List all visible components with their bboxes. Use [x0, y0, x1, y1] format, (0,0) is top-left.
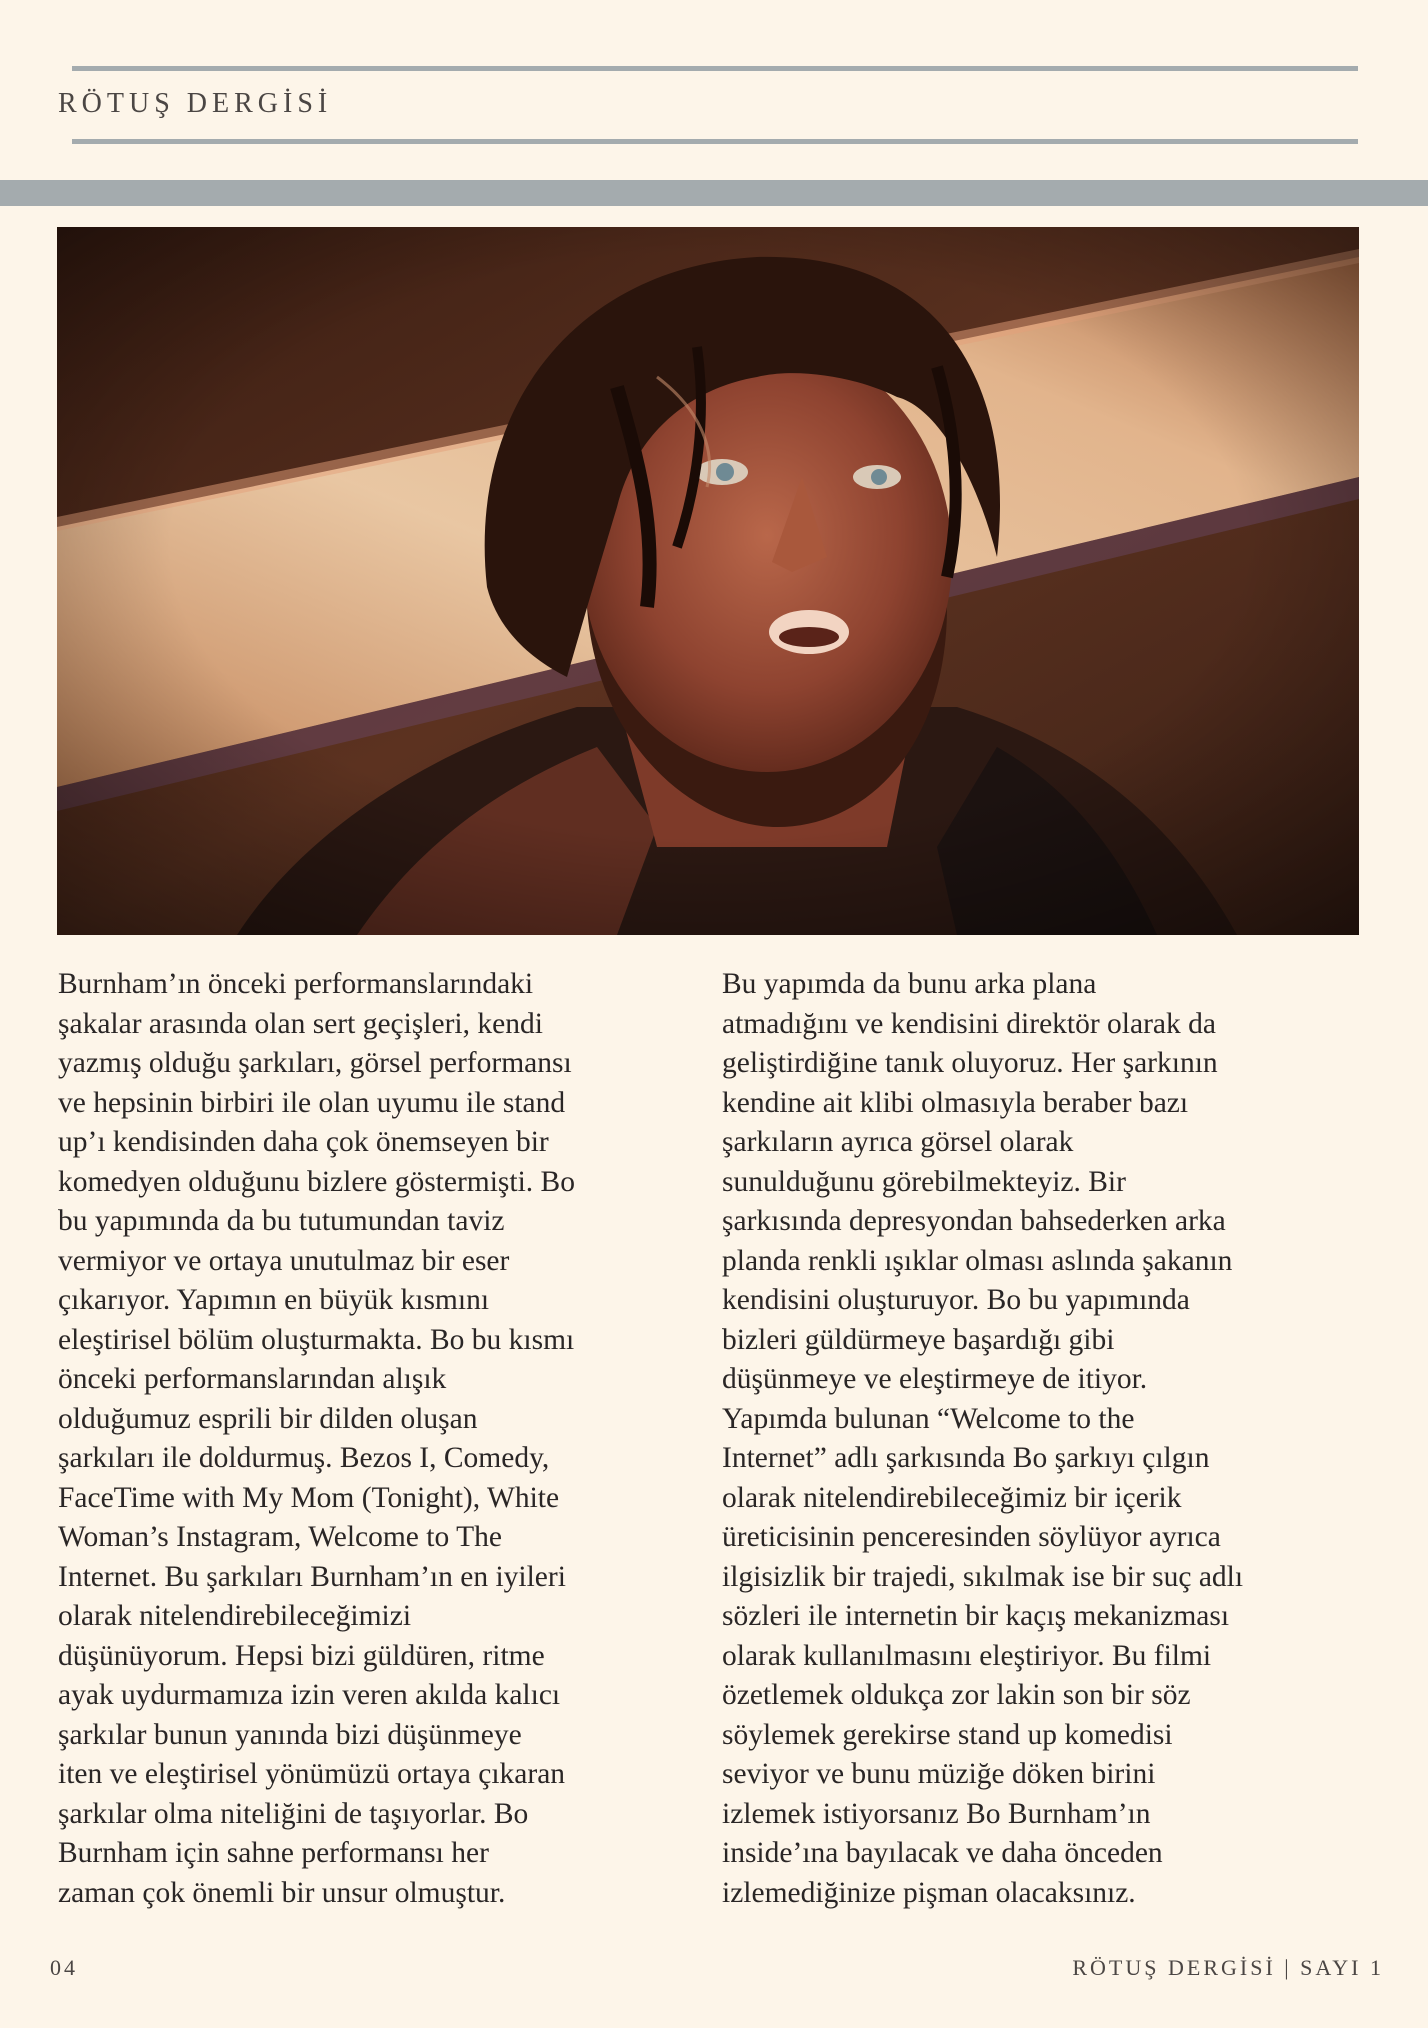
article-photo: [57, 227, 1359, 935]
article-line: şarkılar olma niteliğini de taşıyorlar. Bo: [58, 1797, 529, 1830]
article-line: düşünmeye ve eleştirmeye de itiyor.: [722, 1363, 1148, 1395]
article-line: şarkıları ile doldurmuş. Bezos I, Comedy,: [58, 1442, 550, 1474]
page-number: 04: [50, 1955, 78, 1980]
article-line: şarkılar bunun yanında bizi düşünmeye: [58, 1718, 522, 1751]
article-line: ve hepsinin birbiri ile olan uyumu ile stand: [58, 1086, 566, 1119]
magazine-title: RÖTUŞ DERGİSİ: [58, 88, 333, 119]
article-line: geliştirdiğine tanık oluyoruz. Her şarkının: [722, 1047, 1218, 1079]
portrait-illustration: [57, 227, 1359, 935]
article-line: şarkısında depresyondan bahsederken arka: [722, 1205, 1226, 1237]
article-line: sözleri ile internetin bir kaçış mekanizması: [722, 1600, 1230, 1632]
article-line: çıkarıyor. Yapımın en büyük kısmını: [58, 1284, 490, 1316]
article-line: seviyor ve bunu müziğe döken birini: [722, 1758, 1156, 1790]
header-top-rule: [72, 66, 1358, 71]
header-band: [0, 180, 1428, 206]
article-line: planda renkli ışıklar olması aslında şakanın: [722, 1244, 1233, 1277]
article-line: üreticisinin penceresinden söylüyor ayrıca: [722, 1521, 1221, 1553]
article-line: Internet” adlı şarkısında Bo şarkıyı çılgın: [722, 1442, 1210, 1474]
article-line: izlemediğinize pişman olacaksınız.: [722, 1876, 1136, 1909]
article-line: bu yapımında da bu tutumundan taviz: [58, 1205, 505, 1237]
article-line: olarak kullanılmasını eleştiriyor. Bu filmi: [722, 1639, 1212, 1672]
article-line: iten ve eleştirisel yönümüzü ortaya çıkaran: [58, 1758, 566, 1790]
article-line: zaman çok önemli bir unsur olmuştur.: [58, 1876, 506, 1909]
article-line: atmadığını ve kendisini direktör olarak da: [722, 1007, 1216, 1040]
article-line: şakalar arasında olan sert geçişleri, kendi: [58, 1007, 543, 1040]
header-bottom-rule: [72, 139, 1358, 144]
article-line: up’ı kendisinden daha çok önemseyen bir: [58, 1126, 549, 1158]
article-line: yazmış olduğu şarkıları, görsel performansı: [58, 1047, 572, 1079]
article-line: Internet. Bu şarkıları Burnham’ın en iyileri: [58, 1560, 566, 1593]
article-column-left: [58, 965, 698, 1913]
article-line: FaceTime with My Mom (Tonight), White: [58, 1481, 560, 1514]
article-line: Woman’s Instagram, Welcome to The: [58, 1521, 502, 1553]
article-line: olarak nitelendirebileceğimiz bir içerik: [722, 1481, 1182, 1514]
article-line: izlemek istiyorsanız Bo Burnham’ın: [722, 1797, 1151, 1830]
article-line: kendisini oluşturuyor. Bo bu yapımında: [722, 1284, 1190, 1316]
article-line: Burnham için sahne performansı her: [58, 1837, 489, 1869]
article-line: Burnham’ın önceki performanslarındaki: [58, 968, 534, 1000]
article-line: sunulduğunu görebilmekteyiz. Bir: [722, 1165, 1126, 1198]
article-line: şarkıların ayrıca görsel olarak: [722, 1126, 1074, 1158]
article-column-right: [722, 965, 1362, 1913]
article-line: eleştirisel bölüm oluşturmakta. Bo bu kısmı: [58, 1323, 575, 1356]
article-line: olduğumuz esprili bir dilden oluşan: [58, 1402, 478, 1435]
article-line: Bu yapımda da bunu arka plana: [722, 968, 1097, 1000]
article-line: kendine ait klibi olmasıyla beraber bazı: [722, 1086, 1189, 1119]
running-title: RÖTUŞ DERGİSİ | SAYI 1: [1072, 1955, 1384, 1980]
article-line: düşünüyorum. Hepsi bizi güldüren, ritme: [58, 1639, 545, 1672]
article-line: bizleri güldürmeye başardığı gibi: [722, 1323, 1115, 1356]
article-line: söylemek gerekirse stand up komedisi: [722, 1718, 1173, 1751]
article-line: önceki performanslarından alışık: [58, 1363, 447, 1395]
article-line: özetlemek oldukça zor lakin son bir söz: [722, 1679, 1191, 1711]
article-line: olarak nitelendirebileceğimizi: [58, 1600, 412, 1632]
article-line: Yapımda bulunan “Welcome to the: [722, 1402, 1135, 1435]
article-line: komedyen olduğunu bizlere göstermişti. Bo: [58, 1165, 575, 1198]
article-line: vermiyor ve ortaya unutulmaz bir eser: [58, 1244, 510, 1277]
article-line: ayak uydurmamıza izin veren akılda kalıcı: [58, 1679, 561, 1711]
article-line: inside’ına bayılacak ve daha önceden: [722, 1837, 1163, 1869]
article-line: ilgisizlik bir trajedi, sıkılmak ise bir suç adlı: [722, 1560, 1244, 1593]
